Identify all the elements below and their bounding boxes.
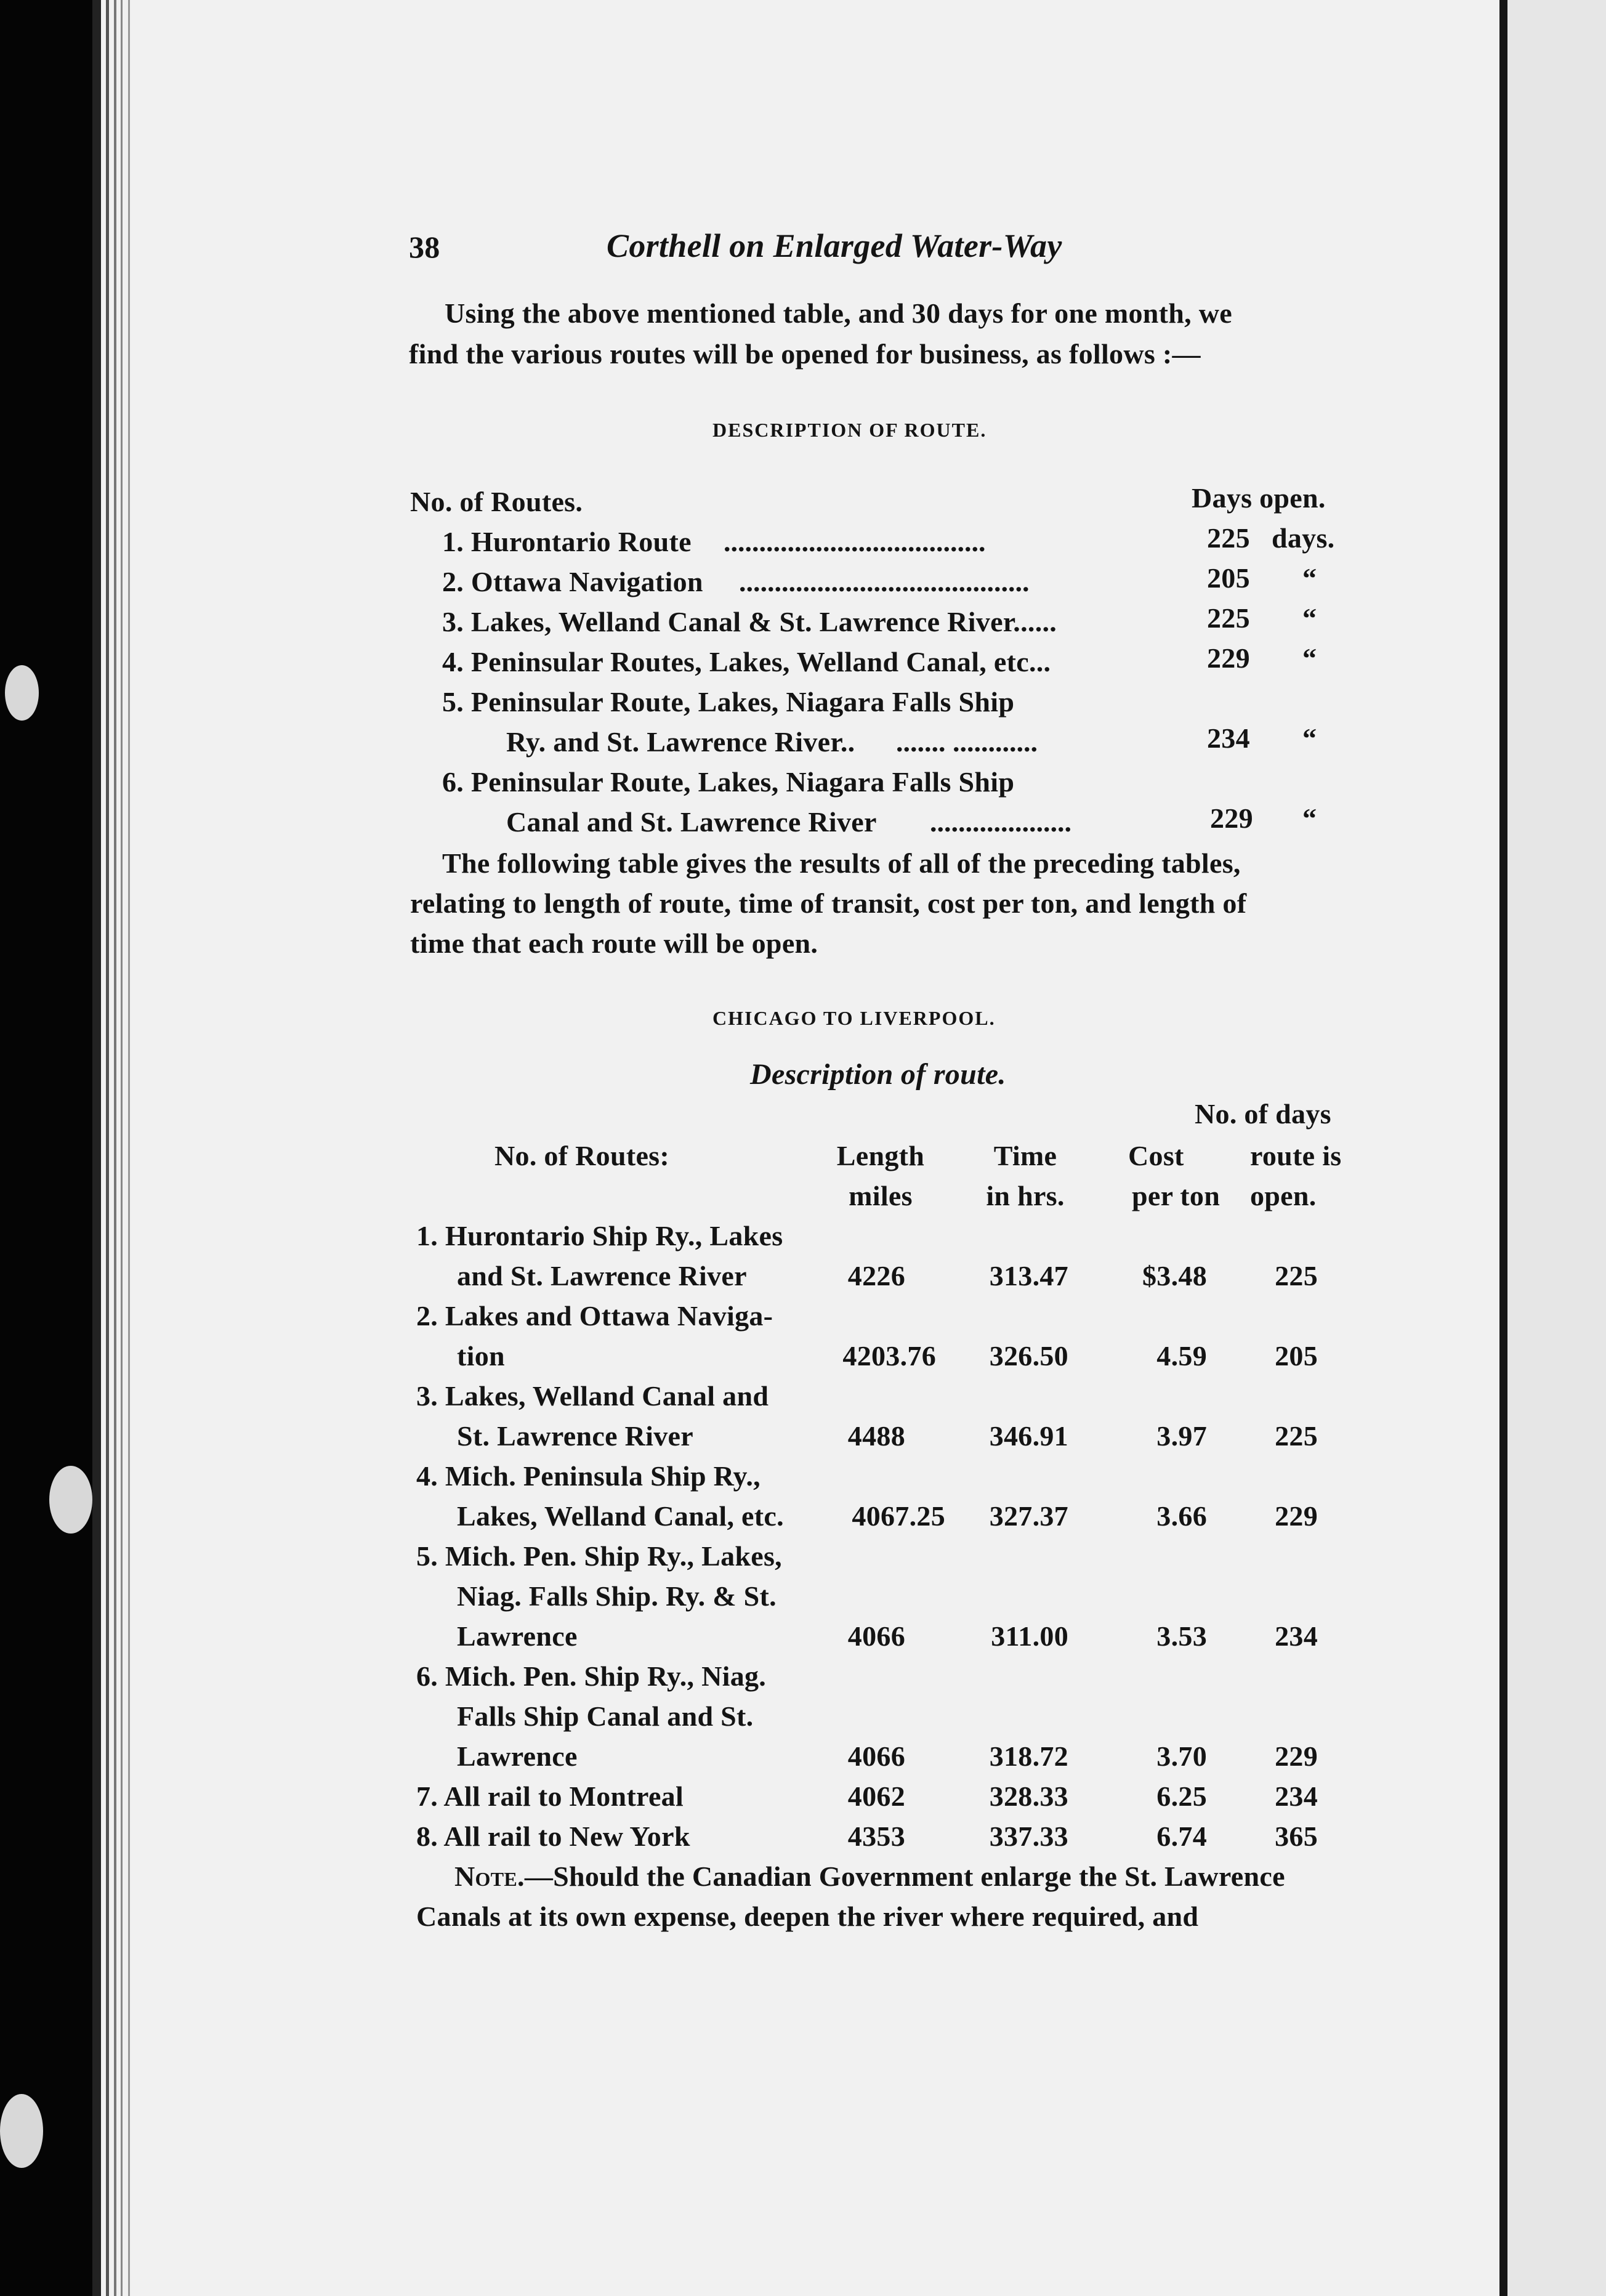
time-cell: 313.47	[989, 1260, 1068, 1292]
table1-days: 229	[1207, 642, 1250, 674]
days-cell: 205	[1275, 1340, 1318, 1372]
days-cell: 234	[1275, 1620, 1318, 1652]
note-line: Canals at its own expense, deepen the river where required, and	[416, 1901, 1199, 1932]
time-cell: 326.50	[989, 1340, 1068, 1372]
route-name: 1. Hurontario Ship Ry., Lakes	[416, 1220, 783, 1251]
paragraph-line: The following table gives the results of all of the preceding tables,	[442, 847, 1241, 879]
intro-line: Using the above mentioned table, and 30 days for one month, we	[445, 297, 1232, 329]
route-name: and St. Lawrence River	[457, 1260, 747, 1292]
table1-route: 5. Peninsular Route, Lakes, Niagara Falls Ship	[442, 686, 1015, 718]
table1-route: 1. Hurontario Route	[442, 526, 692, 557]
scan-blemish	[5, 665, 39, 721]
paragraph-line: time that each route will be open.	[410, 928, 818, 959]
route-name: St. Lawrence River	[457, 1420, 693, 1452]
table1-days: 229	[1210, 802, 1253, 834]
route-name: tion	[457, 1340, 505, 1372]
table1-days: 225	[1207, 602, 1250, 634]
route-name: 6. Mich. Pen. Ship Ry., Niag.	[416, 1660, 767, 1692]
route-name: Lawrence	[457, 1620, 578, 1652]
leader-dots: .........................................	[739, 566, 1030, 597]
table1-col-routes: No. of Routes.	[410, 486, 583, 517]
col-time-header: Time	[993, 1140, 1057, 1171]
time-cell: 311.00	[991, 1620, 1068, 1652]
note-text: —Should the Canadian Government enlarge the St. Lawrence	[524, 1861, 1285, 1892]
table1-unit: “	[1302, 722, 1317, 754]
length-cell: 4203.76	[842, 1340, 936, 1372]
table1-col-days: Days open.	[1192, 482, 1326, 514]
leader-dots: .....................................	[724, 526, 986, 557]
time-cell: 318.72	[989, 1740, 1068, 1772]
cost-cell: 3.66	[1156, 1500, 1207, 1532]
table1-unit: “	[1302, 642, 1317, 674]
col-days-header: No. of days	[1195, 1098, 1331, 1130]
page-edge	[121, 0, 123, 2296]
page-edge	[92, 0, 101, 2296]
route-name: Falls Ship Canal and St.	[457, 1700, 754, 1732]
paragraph-line: relating to length of route, time of transit, cost per ton, and length of	[410, 887, 1247, 919]
table1-unit: days.	[1272, 522, 1335, 554]
length-cell: 4066	[847, 1740, 905, 1772]
col-routes-header: No. of Routes:	[494, 1140, 669, 1171]
table1-route: 6. Peninsular Route, Lakes, Niagara Falls Ship	[442, 766, 1015, 798]
table1-days: 234	[1207, 722, 1250, 754]
table1-route: 4. Peninsular Routes, Lakes, Welland Canal, etc...	[442, 646, 1051, 677]
table1-unit: “	[1302, 562, 1317, 594]
table1-unit: “	[1302, 802, 1317, 834]
days-cell: 365	[1275, 1821, 1318, 1852]
table1-heading: DESCRIPTION OF ROUTE.	[712, 419, 987, 441]
note-label: Note.	[454, 1861, 525, 1892]
cost-cell: 6.25	[1156, 1781, 1207, 1812]
route-name: 4. Mich. Peninsula Ship Ry.,	[416, 1460, 761, 1492]
route-name: 5. Mich. Pen. Ship Ry., Lakes,	[416, 1540, 782, 1572]
col-length-header: miles	[849, 1180, 913, 1211]
route-name: 8. All rail to New York	[416, 1821, 690, 1852]
scan-blemish	[49, 1466, 92, 1534]
length-cell: 4488	[847, 1420, 905, 1452]
facing-page	[1507, 0, 1606, 2296]
page-edge	[128, 0, 130, 2296]
table2-heading: CHICAGO TO LIVERPOOL.	[712, 1007, 996, 1029]
time-cell: 337.33	[989, 1821, 1068, 1852]
page-edge	[106, 0, 109, 2296]
cost-cell: 3.53	[1156, 1620, 1207, 1652]
cost-cell: $3.48	[1142, 1260, 1207, 1292]
route-name: 2. Lakes and Ottawa Naviga-	[416, 1300, 773, 1332]
length-cell: 4066	[847, 1620, 905, 1652]
table1-days: 205	[1207, 562, 1250, 594]
days-cell: 229	[1275, 1740, 1318, 1772]
cost-cell: 3.70	[1156, 1740, 1207, 1772]
col-days-header: route is	[1250, 1140, 1342, 1171]
length-cell: 4226	[847, 1260, 905, 1292]
cost-cell: 3.97	[1156, 1420, 1207, 1452]
table1-route-cont: Ry. and St. Lawrence River..	[506, 726, 855, 758]
col-cost-header: Cost	[1128, 1140, 1184, 1171]
cost-cell: 6.74	[1156, 1821, 1207, 1852]
leader-dots: ....... ............	[896, 726, 1038, 758]
length-cell: 4353	[847, 1821, 905, 1852]
time-cell: 346.91	[989, 1420, 1068, 1452]
route-name: Lakes, Welland Canal, etc.	[457, 1500, 784, 1532]
length-cell: 4062	[847, 1781, 905, 1812]
page-number: 38	[409, 230, 440, 264]
length-cell: 4067.25	[852, 1500, 945, 1532]
col-length-header: Length	[836, 1140, 925, 1171]
table1-route: 3. Lakes, Welland Canal & St. Lawrence River......	[442, 606, 1057, 637]
time-cell: 328.33	[989, 1781, 1068, 1812]
running-title: Corthell on Enlarged Water-Way	[607, 227, 1062, 264]
gutter-shadow	[1499, 0, 1507, 2296]
note-line	[454, 1860, 1285, 1893]
route-name: Niag. Falls Ship. Ry. & St.	[457, 1580, 777, 1612]
table2-subheading: Description of route.	[750, 1058, 1006, 1091]
leader-dots: ....................	[930, 806, 1071, 838]
scan-blemish	[0, 2094, 43, 2168]
days-cell: 225	[1275, 1420, 1318, 1452]
intro-line: find the various routes will be opened for business, as follows :—	[409, 338, 1201, 370]
col-cost-header: per ton	[1132, 1180, 1221, 1211]
days-cell: 229	[1275, 1500, 1318, 1532]
days-cell: 234	[1275, 1781, 1318, 1812]
page-edge	[114, 0, 116, 2296]
route-name: Lawrence	[457, 1740, 578, 1772]
route-name: 7. All rail to Montreal	[416, 1781, 684, 1812]
table1-days: 225	[1207, 522, 1250, 554]
col-time-header: in hrs.	[986, 1180, 1065, 1211]
col-days-header: open.	[1250, 1180, 1317, 1211]
table1-route-cont: Canal and St. Lawrence River	[506, 806, 877, 838]
time-cell: 327.37	[989, 1500, 1068, 1532]
route-name: 3. Lakes, Welland Canal and	[416, 1380, 769, 1412]
table1-route: 2. Ottawa Navigation	[442, 566, 703, 597]
cost-cell: 4.59	[1156, 1340, 1207, 1372]
days-cell: 225	[1275, 1260, 1318, 1292]
table1-unit: “	[1302, 602, 1317, 634]
